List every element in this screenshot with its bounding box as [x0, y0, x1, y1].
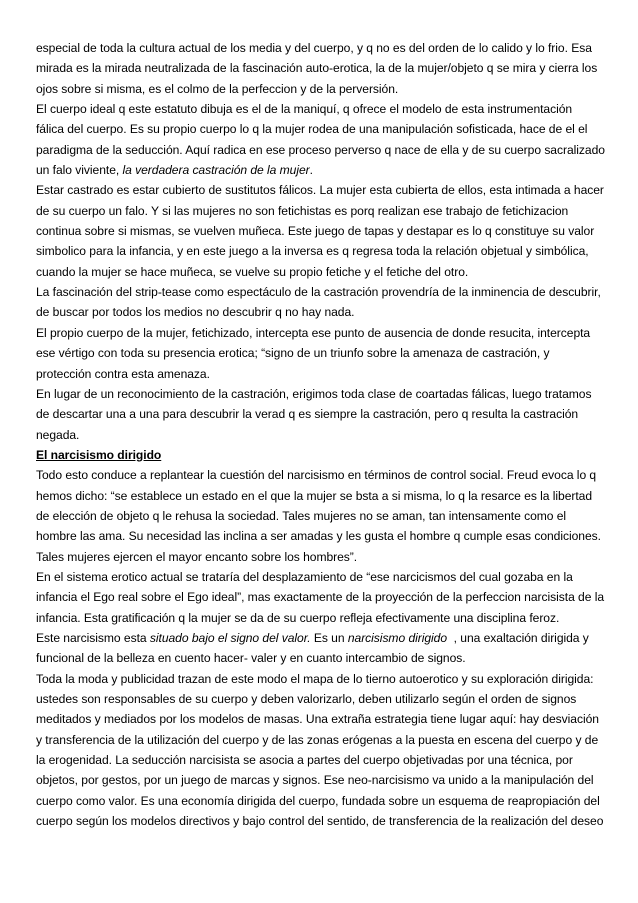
text-line: La fascinación del strip-tease como espectáculo de la castración provendría de la inminencia de descubrir, [36, 285, 601, 300]
italic-text: narcisismo dirigido [347, 630, 448, 645]
text-line: simbolico para la infancia, y en este juego a la inversa es q regresa toda la relación objetual y simbólica, [36, 244, 589, 259]
text-line: de descartar una a una para descubrir la verad q es siempre la castración, pero q resulta la castración [36, 407, 579, 422]
text-line: continua sobre si mismas, se vuelven muñeca. Este juego de tapas y destapar es lo q constituye su valor [36, 224, 595, 239]
text-line: de su cuerpo un falo. Y si las mujeres no son fetichistas es porq realizan ese trabajo de fetichizacion [36, 203, 569, 218]
text-line: Tales mujeres ejercen el mayor encanto sobre los hombres”. [36, 549, 358, 564]
text-line: objetos, por gestos, por un juego de marcas y signos. Ese neo-narcisismo va unido a la manipulación del [36, 773, 594, 788]
text-line: hemos dicho: “se establece un estado en el que la mujer se bsta a si misma, lo q la resarce es la libertad [36, 488, 593, 503]
text-run: Es un [310, 630, 348, 645]
text-line: meditados y mediados por los modelos de masas. Una extraña estrategia tiene lugar aquí: hay desviación [36, 712, 599, 727]
text-line: Toda la moda y publicidad trazan de este modo el mapa de lo tierno autoerotico y su exploración dirigida: [36, 671, 594, 686]
text-line: paradigma de la seducción. Aquí radica en ese proceso perverso q nace de ella y de su cuerpo sacralizado [36, 142, 605, 157]
text-line: de elección de objeto q le rehusa la sociedad. Tales mujeres no se aman, tan intensamente como el [36, 508, 567, 523]
text-line: infancia el Ego real sobre el Ego ideal”, mas exactamente de la proyección de la perfeccion narcisista de la [36, 590, 605, 605]
text-line [36, 628, 602, 648]
text-line: ojos sobre si misma, es el colmo de la perfeccion y de la perversión. [36, 81, 399, 96]
text-line: cuerpo según los modelos directivos y bajo control del sentido, de transferencia de la realización del deseo [36, 814, 604, 829]
text-line: En lugar de un reconocimiento de la castración, erigimos toda clase de coartadas fálicas, luego tratamos [36, 386, 592, 401]
italic-text: la verdadera castración de la mujer [122, 163, 310, 178]
text-line: hombre las ama. Su necesidad las inclina a ser amadas y les gusta el hombre q cumple esas condiciones. [36, 529, 601, 544]
text-line: El propio cuerpo de la mujer, fetichizado, intercepta ese punto de ausencia de donde resucita, intercepta [36, 325, 591, 340]
text-line: y transferencia de la utilización del cuerpo y de las zonas erógenas a la puesta en escena del cuerpo y de [36, 732, 599, 747]
text-line: En el sistema erotico actual se trataría del desplazamiento de “ese narcicismos del cual gozaba en la [36, 569, 573, 584]
text-line: cuando la mujer se hace muñeca, se vuelve su propio fetiche y el fetiche del otro. [36, 264, 469, 279]
text-line: funcional de la belleza en cuento hacer- valer y en cuanto intercambio de signos. [36, 651, 466, 666]
text-run: . [309, 163, 313, 178]
text-line: Estar castrado es estar cubierto de sustitutos fálicos. La mujer esta cubierta de ellos, esta intimada a hacer [36, 183, 604, 198]
text-line [36, 160, 602, 180]
text-line: negada. [36, 427, 80, 442]
text-run: un falo viviente, [36, 163, 123, 178]
section-heading: El narcisismo dirigido [36, 447, 162, 462]
text-line: mirada es la mirada neutralizada de la fascinación auto-erotica, la de la mujer/objeto q se mira y cierra los [36, 61, 598, 76]
text-line: El cuerpo ideal q este estatuto dibuja es el de la maniquí, q ofrece el modelo de esta instrumentación [36, 102, 573, 117]
text-run: , una exaltación dirigida y [447, 630, 589, 645]
text-line: ustedes son responsables de su cuerpo y deben valorizarlo, deben utilizarlo según el orden de signos [36, 692, 577, 706]
text-line: infancia. Esta gratificación q la mujer se da de su cuerpo refleja efectivamente una disciplina feroz. [36, 610, 560, 625]
text-line: ese vértigo con toda su presencia erotica; “signo de un triunfo sobre la amenaza de castración, y [36, 346, 550, 361]
text-run: Este narcisismo esta [36, 630, 150, 645]
text-line: protección contra esta amenaza. [36, 366, 210, 381]
text-line: la erogenidad. La seducción narcisista se asocia a partes del cuerpo objetivadas por una técnica, por [36, 753, 573, 768]
document-page [36, 38, 605, 831]
text-line: Todo esto conduce a replantear la cuestión del narcisismo en términos de control social. Freud evoca lo q [36, 468, 597, 483]
text-line: fálica del cuerpo. Es su propio cuerpo lo q la mujer rodea de una manipulación sofisticada, hace de el el [36, 122, 588, 137]
text-line: de buscar por todos los medios no descubrir q no hay nada. [36, 305, 355, 320]
italic-text: situado bajo el signo del valor. [149, 630, 311, 645]
text-line: cuerpo como valor. Es una economía dirigida del cuerpo, fundada sobre un esquema de reapropiación del [36, 793, 600, 808]
text-line: especial de toda la cultura actual de los media y del cuerpo, y q no es del orden de lo calido y lo frio. Esa [36, 41, 592, 55]
